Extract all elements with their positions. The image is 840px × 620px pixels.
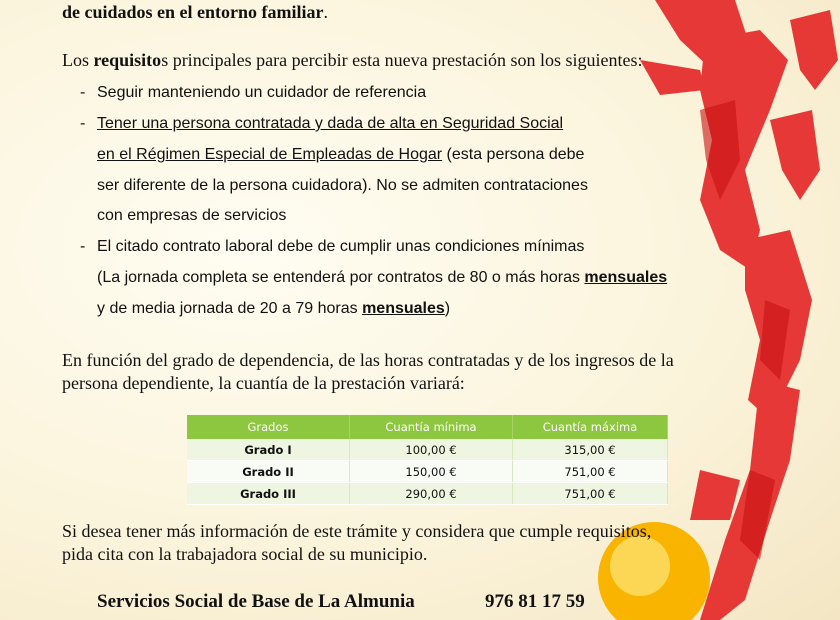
requisito-3-line3: y de media jornada de 20 a 79 horas mensuales) (97, 300, 451, 317)
contact-name: Servicios Social de Base de La Almunia (97, 591, 415, 612)
cell-min: 290,00 € (350, 483, 513, 505)
table-row (187, 461, 668, 483)
cell-grado: Grado I (187, 439, 350, 461)
cell-max: 315,00 € (513, 439, 668, 461)
bullet-dash: - (80, 238, 86, 255)
cell-max: 751,00 € (513, 461, 668, 483)
requisito-2-line4: con empresas de servicios (97, 207, 287, 224)
funcion-line1: En función del grado de dependencia, de las horas contratadas y de los ingresos de la (62, 350, 674, 370)
cell-min: 150,00 € (350, 461, 513, 483)
requisito-3-line1: El citado contrato laboral debe de cumplir unas condiciones mínimas (97, 238, 585, 255)
funcion-line2: persona dependiente, la cuantía de la prestación variará: (62, 373, 465, 393)
table-header-row (187, 415, 668, 439)
requisito-2-line2: en el Régimen Especial de Empleadas de Hogar (esta persona debe (97, 146, 585, 163)
requisito-2-line1: Tener una persona contratada y dada de alta en Seguridad Social (97, 115, 564, 132)
contact-phone: 976 81 17 59 (485, 591, 585, 612)
info-line2: pida cita con la trabajadora social de su municipio. (62, 544, 428, 564)
table-row (187, 439, 668, 461)
cell-max: 751,00 € (513, 483, 668, 505)
table-row (187, 483, 668, 505)
requisito-1: Seguir manteniendo un cuidador de referencia (97, 84, 427, 101)
requisito-3-line2: (La jornada completa se entenderá por contratos de 80 o más horas mensuales (97, 269, 668, 286)
cell-min: 100,00 € (350, 439, 513, 461)
requisito-2-line3: ser diferente de la persona cuidadora). No se admiten contrataciones (97, 177, 588, 194)
header-cuantia-maxima: Cuantía máxima (513, 415, 668, 439)
info-line1: Si desea tener más información de este trámite y considera que cumple requisitos, (62, 521, 652, 541)
cuantias-table (187, 415, 668, 505)
header-grados: Grados (187, 415, 350, 439)
cell-grado: Grado III (187, 483, 350, 505)
requisitos-intro: Los requisitos principales para percibir esta nueva prestación son los siguientes: (62, 50, 643, 70)
header-cuantia-minima: Cuantía mínima (350, 415, 513, 439)
intro-cut-line: de cuidados en el entorno familiar. (62, 2, 328, 22)
bullet-dash: - (80, 115, 86, 132)
bullet-dash: - (80, 84, 86, 101)
cell-grado: Grado II (187, 461, 350, 483)
